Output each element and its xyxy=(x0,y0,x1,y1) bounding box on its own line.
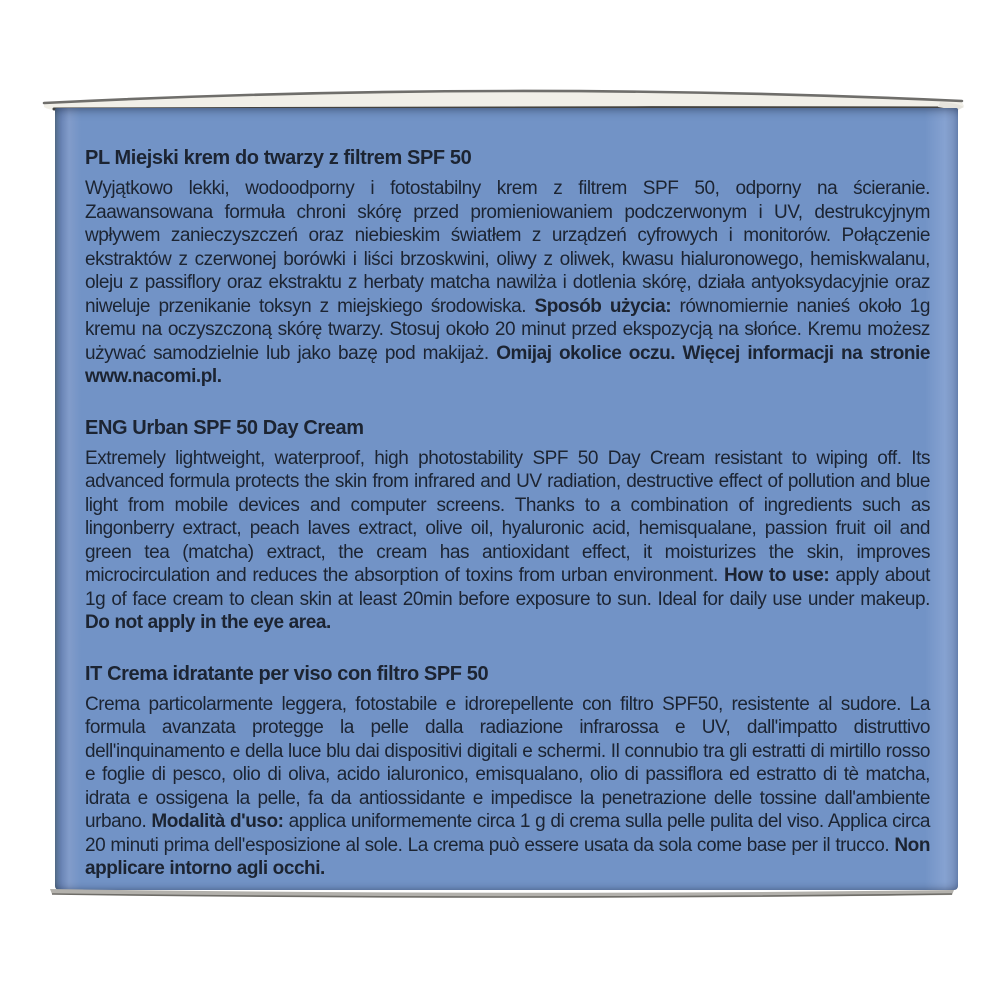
section-it xyxy=(85,662,930,881)
section-paragraph-it xyxy=(85,693,930,881)
text-segment-it-0: Crema particolarmente leggera, fotostabile e idrorepellente con filtro SPF50, resistente al sudore. La formula avanzata protegge la pelle dalla radiazione infrarossa e UV, dall'impatto distruttivo dell'inquinamento e della luce blu dai dispositivi digitali e schermi. Il connubio tra gli estratti di mirtillo rosso e foglie di pesco, olio di oliva, acido ialuronico, emisqualano, olio di passiflora ed estratto di tè matcha, idrata e ossigena la pelle, fa da antiossidante e impedisce la penetrazione delle tossine dall'ambiente urbano. xyxy=(85,693,930,832)
text-segment-eng-2: apply about 1g of face cream to clean skin at least 20min before exposure to sun. Ideal for daily use under makeup. xyxy=(85,565,930,610)
section-eng xyxy=(85,416,930,635)
label-text xyxy=(85,146,930,881)
text-segment-it-1: Modalità d'uso: xyxy=(151,811,284,832)
text-segment-eng-0: Extremely lightweight, waterproof, high photostability SPF 50 Day Cream resistant to wiping off. Its advanced formula protects the skin from infrared and UV radiation, destructive effect of pollution and blue light from mobile devices and computer screens. Thanks to a combination of ingredients such as lingonberry extract, peach laves extract, olive oil, hyaluronic acid, hemisqualane, passion fruit oil and green tea (matcha) extract, the cream has antioxidant effect, it moisturizes the skin, improves microcirculation and reduces the absorption of toxins from urban environment. xyxy=(85,447,930,586)
text-segment-pl-3: Omijaj okolice oczu. Więcej informacji na stronie www.nacomi.pl. xyxy=(85,342,930,387)
text-segment-pl-1: Sposób użycia: xyxy=(534,295,672,317)
text-segment-eng-1: How to use: xyxy=(723,565,830,586)
text-segment-pl-2: równomiernie nanieś około 1g kremu na oczyszczoną skórę twarzy. Stosuj około 20 minut przed ekspozycją na słońce. Kremu możesz używać samodzielnie lub jako bazę pod makijaż. xyxy=(85,295,930,364)
text-segment-it-2: applica uniformemente circa 1 g di crema sulla pelle pulita del viso. Applica circa 20 minuti prima dell'esposizione al sole. La crema può essere usata da sola come base per il trucco. xyxy=(85,811,930,856)
section-pl xyxy=(85,146,930,389)
text-segment-it-3: Non applicare intorno agli occhi. xyxy=(85,834,930,879)
text-segment-pl-0: Wyjątkowo lekki, wodoodporny i fotostabilny krem z filtrem SPF 50, odporny na ścieranie. Zaawansowana formuła chroni skórę przed promieniowaniem podczerwonym i UV, destrukcyjnym wpływem zanieczyszczeń oraz niebieskim światłem z urządzeń cyfrowych i monitorów. Połączenie ekstraktów z czerwonej borówki i liści brzoskwini, oliwy z oliwek, kwasu hialuronowego, hemiskwalanu, oleju z passiflory oraz ekstraktu z herbaty matcha nawilża i dotlenia skórę, działa antyoksydacyjnie oraz niweluje przenikanie toksyn z miejskiego środowiska. xyxy=(85,178,930,317)
section-heading-it: IT Crema idratante per viso con filtro SPF 50 xyxy=(85,662,489,685)
section-paragraph-pl xyxy=(85,177,930,389)
box-bottom-rim xyxy=(40,884,964,904)
section-paragraph-eng xyxy=(85,447,930,635)
section-heading-pl: PL Miejski krem do twarzy z filtrem SPF 50 xyxy=(85,147,472,169)
section-heading-eng: ENG Urban SPF 50 Day Cream xyxy=(85,416,364,439)
text-segment-eng-3: Do not apply in the eye area. xyxy=(85,612,331,633)
